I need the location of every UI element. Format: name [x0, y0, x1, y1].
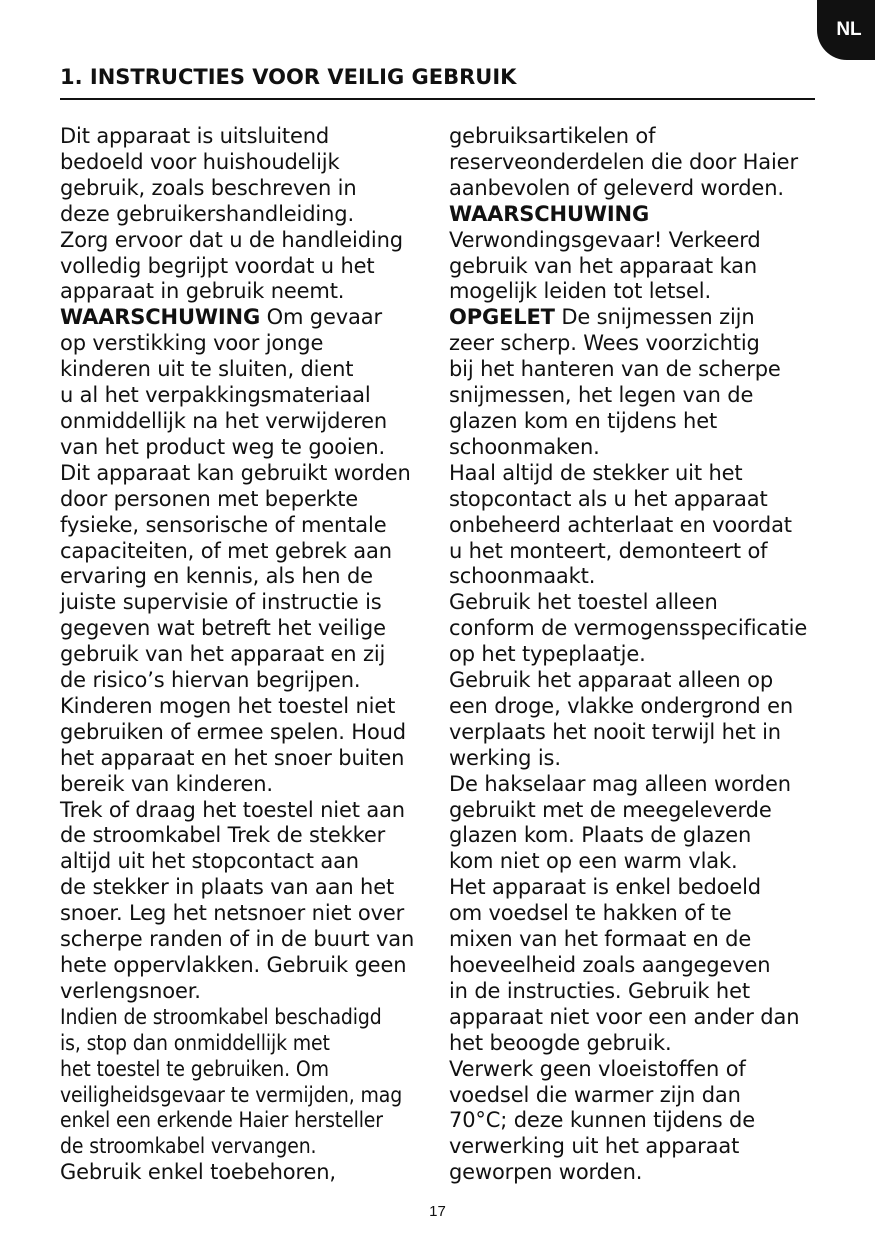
text-line: Haal altijd de stekker uit het: [449, 460, 743, 485]
warning-heading: WAARSCHUWING: [449, 201, 650, 226]
text-line: geworpen worden.: [449, 1160, 643, 1185]
text-line: Dit apparaat is uitsluitend: [60, 124, 330, 148]
text-line-condensed: [60, 1031, 440, 1057]
caution-line: [449, 305, 824, 331]
warning-line: [60, 305, 440, 331]
text-line: verplaats het nooit terwijl het in: [449, 719, 781, 744]
text-line: u al het verpakkingsmateriaal: [60, 383, 371, 408]
text-line: deze gebruikershandleiding.: [60, 201, 354, 226]
text-line: schoonmaakt.: [449, 564, 596, 589]
warning-label: WAARSCHUWING: [60, 305, 261, 330]
text-line-condensed: [60, 1057, 440, 1083]
text-line: De hakselaar mag alleen worden: [449, 771, 791, 796]
text-line-condensed: [60, 1005, 440, 1031]
condensed-text: de stroomkabel vervangen.: [60, 1134, 317, 1159]
page-number: 17: [429, 1203, 446, 1220]
text-line: Dit apparaat kan gebruikt worden: [60, 460, 411, 485]
text-line: van het product weg te gooien.: [60, 434, 386, 459]
text-line: het apparaat en het snoer buiten: [60, 745, 405, 770]
text-line: op het typeplaatje.: [449, 642, 646, 667]
text-line: voedsel die warmer zijn dan: [449, 1082, 741, 1107]
text-line: stopcontact als u het apparaat: [449, 486, 768, 511]
text-line: de stroomkabel Trek de stekker: [60, 823, 386, 848]
text-line: snoer. Leg het netsnoer niet over: [60, 901, 405, 926]
text-line: Trek of draag het toestel niet aan: [60, 797, 405, 822]
section-title: 1. INSTRUCTIES VOOR VEILIG GEBRUIK: [60, 60, 815, 100]
right-column: [449, 124, 824, 1186]
text-line: capaciteiten, of met gebrek aan: [60, 538, 392, 563]
text-line: glazen kom en tijdens het: [449, 408, 718, 433]
text-line: verwerking uit het apparaat: [449, 1134, 740, 1159]
text-line: onbeheerd achterlaat en voordat: [449, 512, 792, 537]
text-line: altijd uit het stopcontact aan: [60, 849, 359, 874]
condensed-text: veiligheidsgevaar te vermijden, mag: [60, 1082, 403, 1107]
text-line: Gebruik enkel toebehoren,: [60, 1160, 336, 1185]
text-line: hoeveelheid zoals aangegeven: [449, 953, 771, 977]
caution-text: De snijmessen zijn: [561, 305, 755, 330]
left-column: [60, 124, 440, 1186]
text-line: kom niet op een warm vlak.: [449, 849, 738, 874]
text-line: bereik van kinderen.: [60, 771, 273, 796]
text-line: conform de vermogensspecificatie: [449, 616, 808, 641]
text-line: reserveonderdelen die door Haier: [449, 149, 798, 174]
text-line: hete oppervlakken. Gebruik geen: [60, 953, 407, 977]
text-line: gebruikt met de meegeleverde: [449, 797, 772, 822]
text-line: volledig begrijpt voordat u het: [60, 253, 375, 278]
condensed-text: enkel een erkende Haier hersteller: [60, 1108, 383, 1133]
text-line: schoonmaken.: [449, 434, 600, 459]
text-line: het beoogde gebruik.: [449, 1030, 672, 1055]
text-line-condensed: [60, 1108, 440, 1134]
text-line: ervaring en kennis, als hen de: [60, 564, 373, 589]
text-line: gebruik, zoals beschreven in: [60, 175, 357, 200]
text-line: gebruiken of ermee spelen. Houd: [60, 719, 406, 744]
text-line: Zorg ervoor dat u de handleiding: [60, 227, 403, 252]
text-line: glazen kom. Plaats de glazen: [449, 823, 752, 848]
text-line: gebruik van het apparaat kan: [449, 253, 758, 278]
text-line: de risico’s hiervan begrijpen.: [60, 668, 361, 693]
text-line: door personen met beperkte: [60, 486, 359, 511]
text-line: scherpe randen of in de buurt van: [60, 927, 415, 952]
text-line: een droge, vlakke ondergrond en: [449, 693, 793, 718]
text-line: snijmessen, het legen van de: [449, 383, 754, 408]
text-line: gebruiksartikelen of: [449, 124, 656, 148]
text-line: om voedsel te hakken of te: [449, 901, 732, 926]
text-line: u het monteert, demonteert of: [449, 538, 768, 563]
condensed-text: is, stop dan onmiddellijk met: [60, 1030, 330, 1055]
language-badge: NL: [817, 0, 875, 60]
text-line: kinderen uit te sluiten, dient: [60, 357, 354, 382]
text-line-condensed: [60, 1134, 440, 1160]
condensed-text: Indien de stroomkabel beschadigd: [60, 1004, 382, 1029]
text-line: mixen van het formaat en de: [449, 927, 752, 952]
text-line: zeer scherp. Wees voorzichtig: [449, 331, 760, 356]
text-line: juiste supervisie of instructie is: [60, 590, 382, 615]
text-line: Verwerk geen vloeistoffen of: [449, 1056, 746, 1081]
text-line: bij het hanteren van de scherpe: [449, 357, 781, 382]
text-line: apparaat in gebruik neemt.: [60, 279, 345, 304]
text-line: verlengsnoer.: [60, 978, 201, 1003]
text-line: aanbevolen of geleverd worden.: [449, 175, 784, 200]
text-line: fysieke, sensorische of mentale: [60, 512, 387, 537]
text-line: apparaat niet voor een ander dan: [449, 1004, 800, 1029]
text-line-condensed: [60, 1083, 440, 1109]
condensed-text: het toestel te gebruiken. Om: [60, 1056, 329, 1081]
text-line: in de instructies. Gebruik het: [449, 978, 750, 1003]
text-line: Verwondingsgevaar! Verkeerd: [449, 227, 761, 252]
warning-text: Om gevaar: [266, 305, 382, 330]
text-line: werking is.: [449, 745, 561, 770]
text-line: Gebruik het toestel alleen: [449, 590, 718, 615]
caution-label: OPGELET: [449, 305, 555, 330]
text-line: Gebruik het apparaat alleen op: [449, 668, 773, 693]
text-line: Het apparaat is enkel bedoeld: [449, 875, 761, 900]
text-line: onmiddellijk na het verwijderen: [60, 408, 388, 433]
text-line: gebruik van het apparaat en zij: [60, 642, 386, 667]
text-line: Kinderen mogen het toestel niet: [60, 693, 396, 718]
text-line: gegeven wat betreft het veilige: [60, 616, 386, 641]
text-line: bedoeld voor huishoudelijk: [60, 149, 340, 174]
text-line: 70°C; deze kunnen tijdens de: [449, 1108, 755, 1133]
text-line: op verstikking voor jonge: [60, 331, 324, 356]
text-line: de stekker in plaats van aan het: [60, 875, 395, 900]
text-line: mogelijk leiden tot letsel.: [449, 279, 712, 304]
